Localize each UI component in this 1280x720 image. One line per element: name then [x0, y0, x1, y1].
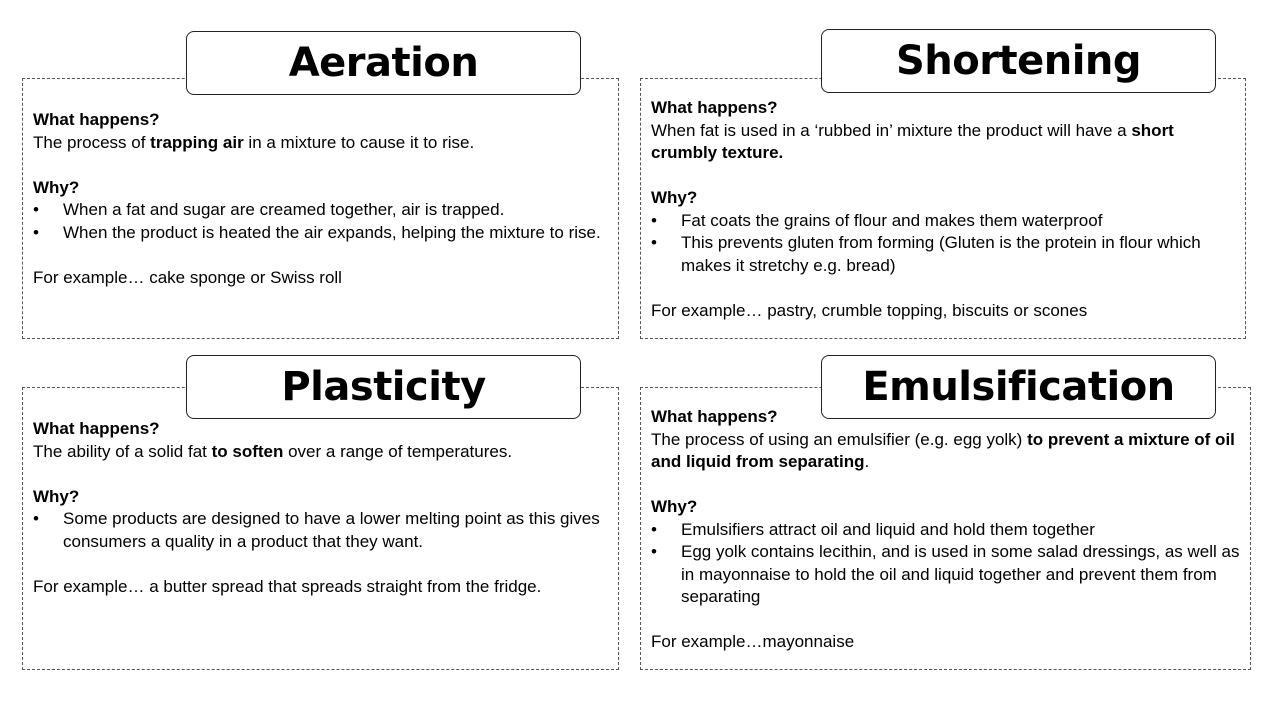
emulsification-what-label: What happens?	[651, 407, 778, 426]
aeration-why-list	[33, 199, 612, 244]
emulsification-example: For example…mayonnaise	[651, 632, 855, 651]
aeration-why-label: Why?	[33, 177, 80, 197]
shortening-what-text: When fat is used in a ‘rubbed in’ mixture the product will have a short crumbly texture.	[651, 120, 1174, 162]
shortening-why-label: Why?	[651, 188, 698, 207]
shortening-title: Shortening	[821, 29, 1216, 93]
shortening-example: For example… pastry, crumble topping, biscuits or scones	[651, 300, 1088, 320]
plasticity-why-label: Why?	[33, 486, 80, 506]
emulsification-title: Emulsification	[821, 355, 1216, 419]
list-item: • Some products are designed to have a lower melting point as this gives consumers a quality in a product that they want.	[33, 509, 600, 551]
plasticity-why-list	[33, 508, 612, 553]
plasticity-card	[22, 387, 619, 670]
emulsification-why-list	[651, 519, 1244, 609]
aeration-what-label: What happens?	[33, 110, 160, 129]
aeration-card	[22, 78, 619, 339]
plasticity-what-text: The ability of a solid fat to soften over a range of temperatures.	[33, 441, 513, 461]
list-item: • Emulsifiers attract oil and liquid and hold them together	[651, 519, 1095, 539]
shortening-why-list	[651, 210, 1239, 278]
aeration-title: Aeration	[186, 31, 581, 95]
list-item: • Egg yolk contains lecithin, and is used in some salad dressings, as well as in mayonnaise to hold the oil and liquid together and prevent them from separating	[651, 542, 1240, 606]
aeration-example: For example… cake sponge or Swiss roll	[33, 267, 342, 287]
plasticity-title: Plasticity	[186, 355, 581, 419]
list-item: • When a fat and sugar are creamed together, air is trapped.	[33, 200, 505, 219]
list-item: • Fat coats the grains of flour and makes them waterproof	[651, 210, 1103, 230]
list-item: • This prevents gluten from forming (Gluten is the protein in flour which makes it stretchy e.g. bread)	[651, 233, 1201, 275]
list-item: • When the product is heated the air expands, helping the mixture to rise.	[33, 222, 601, 242]
shortening-what-label: What happens?	[651, 98, 778, 117]
plasticity-example: For example… a butter spread that spreads straight from the fridge.	[33, 576, 542, 596]
shortening-card	[640, 78, 1246, 339]
aeration-what-text: The process of trapping air in a mixture to cause it to rise.	[33, 132, 475, 152]
plasticity-what-label: What happens?	[33, 419, 160, 438]
emulsification-card	[640, 387, 1251, 670]
emulsification-what-text: The process of using an emulsifier (e.g. egg yolk) to prevent a mixture of oil and liquid from separating.	[651, 429, 1235, 471]
emulsification-why-label: Why?	[651, 497, 698, 516]
